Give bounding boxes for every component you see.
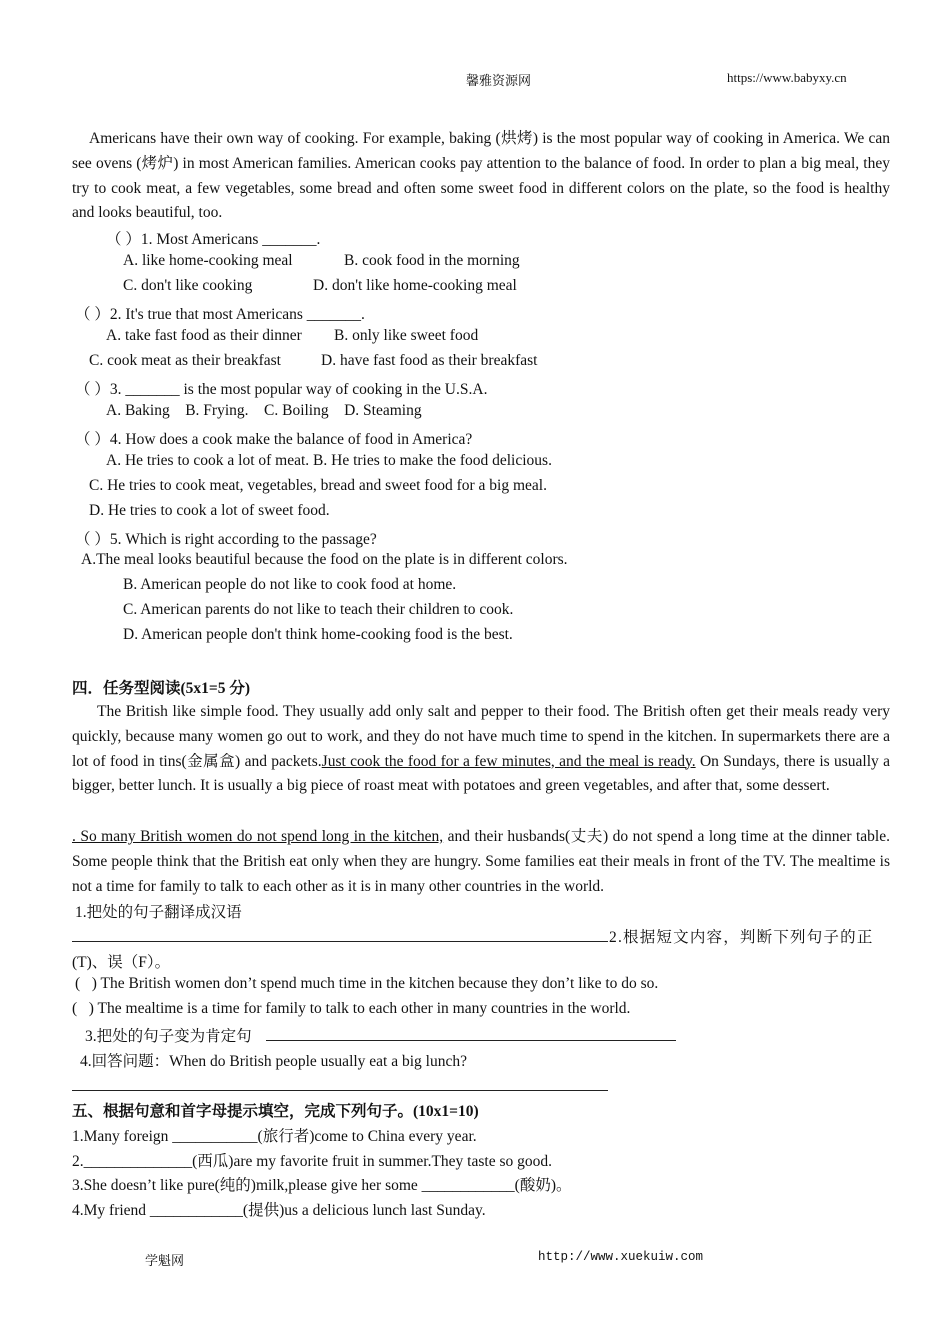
section4-underlined-sentence-1: Just cook the food for a few minutes, and the meal is ready. [321, 752, 696, 770]
task3-instruction: 3.把处的句子变为肯定句 [85, 1028, 252, 1045]
q2-stem: （ ）2. It's true that most Americans _______. [75, 306, 365, 323]
q3-options: A. Baking B. Frying. C. Boiling D. Steaming [106, 402, 422, 419]
q2-option-a: A. take fast food as their dinner [106, 327, 302, 344]
q5-option-c: C. American parents do not like to teach their children to cook. [123, 601, 514, 618]
task4-answer-line[interactable] [72, 1090, 608, 1091]
q4-options-ab: A. He tries to cook a lot of meat. B. He tries to make the food delicious. [106, 452, 552, 469]
section4-title: 四．任务型阅读(5x1=5 分) [72, 680, 251, 697]
q1-option-c: C. don't like cooking [123, 277, 253, 294]
q1-option-d: D. don't like home-cooking meal [313, 277, 517, 294]
q1-option-a: A. like home-cooking meal [123, 252, 293, 269]
section5-sentence-4: 4.My friend ____________(提供)us a delicious lunch last Sunday. [72, 1202, 486, 1219]
task1-instruction: 1.把处的句子翻译成汉语 [75, 904, 242, 921]
task1-answer-line[interactable] [72, 941, 608, 942]
section4-p2-end: and their husbands(丈夫) do not spend a long time at the dinner table. Some people think that the British eat only when they are hungry. Some families eat their meals in front of the TV. The mealtime is not a time for family to talk to each other as it is in many other countries in the world. [72, 828, 890, 895]
footer-site-name: 学魁网 [145, 1253, 185, 1268]
section4-paragraph-2 [72, 825, 890, 899]
q2-option-d: D. have fast food as their breakfast [321, 352, 538, 369]
section5-sentence-1: 1.Many foreign ___________(旅行者)come to China every year. [72, 1128, 477, 1145]
q4-option-c: C. He tries to cook meat, vegetables, bread and sweet food for a big meal. [89, 477, 547, 494]
q1-option-b: B. cook food in the morning [344, 252, 520, 269]
q2-option-c: C. cook meat as their breakfast [89, 352, 281, 369]
q5-stem: （ ）5. Which is right according to the passage? [75, 531, 377, 548]
section5-title: 五、根据句意和首字母提示填空，完成下列句子。(10x1=10) [72, 1103, 479, 1120]
q5-option-b: B. American people do not like to cook food at home. [123, 576, 457, 593]
section4-paragraph-1 [72, 700, 890, 799]
tf-statement-1: ( ) The British women don’t spend much time in the kitchen because they don’t like to do so. [75, 975, 659, 992]
footer-url: http://www.xuekuiw.com [538, 1250, 704, 1264]
task2-instruction-cont: (T)、误（F）。 [72, 954, 171, 971]
q2-option-b: B. only like sweet food [334, 327, 479, 344]
section5-sentence-3: 3.She doesn’t like pure(纯的)milk,please give her some ____________(酸奶)。 [72, 1177, 572, 1194]
q3-stem: （ ）3. _______ is the most popular way of cooking in the U.S.A. [75, 381, 488, 398]
section4-p1-end: On Sundays, there is usually a bigger, better lunch. It is usually a big piece of roast meat with potatoes and green vegetables, and after that, some dessert. [72, 752, 890, 795]
passage-cooking: Americans have their own way of cooking. For example, baking (烘烤) is the most popular way of cooking in America. We can see ovens (烤炉) in most American families. American cooks pay attention to the balance of food. In order to plan a big meal, they try to cook meat, a few vegetables, some bread and often some sweet food in different colors on the plate, so the food is healthy and looks beautiful, too. [72, 130, 890, 222]
task4-question: 4.回答问题：When do British people usually eat a big lunch? [80, 1053, 467, 1070]
q5-option-d: D. American people don't think home-cooking food is the best. [123, 626, 513, 643]
section5-sentence-2: 2.______________(西瓜)are my favorite fruit in summer.They taste so good. [72, 1153, 552, 1170]
q4-option-d: D. He tries to cook a lot of sweet food. [89, 502, 330, 519]
q1-stem: （ ）1. Most Americans _______. [106, 231, 321, 248]
header-url: https://www.babyxy.cn [727, 70, 847, 85]
q5-option-a: A.The meal looks beautiful because the food on the plate is in different colors. [81, 551, 568, 568]
task3-answer-line[interactable] [266, 1040, 676, 1041]
task2-instruction: 2.根据短文内容，判断下列句子的正 [609, 929, 874, 946]
q4-stem: （ ）4. How does a cook make the balance of food in America? [75, 431, 473, 448]
tf-statement-2: ( ) The mealtime is a time for family to talk to each other in many countries in the world. [72, 1000, 631, 1017]
section4-p1-start: The British like simple food. They usually add only salt and pepper to their food. The British often get their meals ready very quickly, because many women go out to work, and they do not have much time to spend in the kitchen. In supermarkets there are a lot of food in tins(金属盒) and packets. [72, 703, 890, 770]
header-site-name: 馨雅资源网 [466, 73, 532, 88]
section4-underlined-sentence-2: . So many British women do not spend long in the kitchen, [72, 828, 444, 845]
